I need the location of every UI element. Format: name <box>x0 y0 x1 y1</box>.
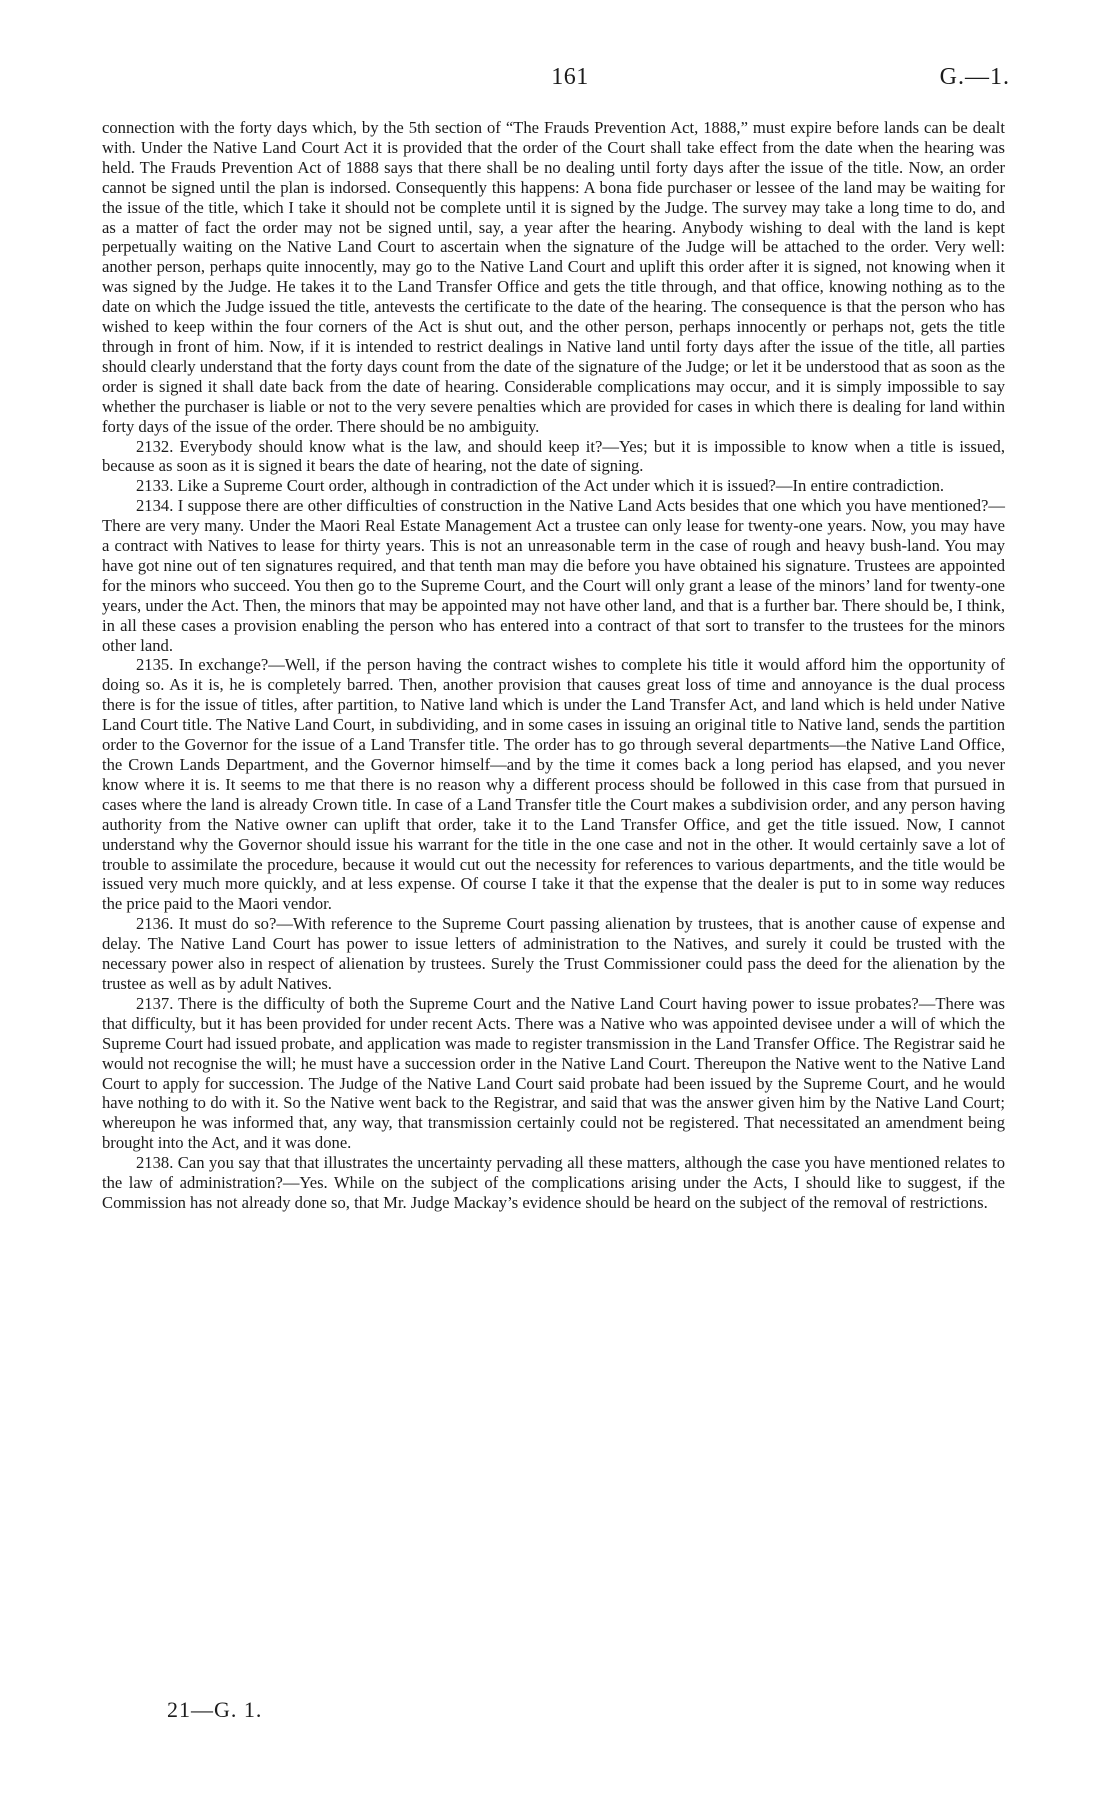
paragraph-2136: 2136. It must do so?—With reference to the Supreme Court passing alienation by trustees, that is another cause of expense and delay. The Native Land Court has power to issue letters of administration to the Natives, and surely it could be trusted with the necessary power also in respect of alienation by trustees. Surely the Trust Commissioner could pass the deed for the alienation by the trustee as well as by adult Natives. <box>102 914 1005 993</box>
body-text <box>102 118 1005 1213</box>
paragraph-2137: 2137. There is the difficulty of both the Supreme Court and the Native Land Court having power to issue probates?—There was that difficulty, but it has been provided for under recent Acts. There was a Native who was appointed devisee under a will of which the Supreme Court had issued probate, and application was made to register transmission in the Land Transfer Office. The Registrar said he would not recognise the will; he must have a succession order in the Native Land Court. Thereupon the Native went to the Native Land Court to apply for succession. The Judge of the Native Land Court said probate had been issued by the Supreme Court, and he would have nothing to do with it. So the Native went back to the Registrar, and said that was the answer given him by the Native Land Court; whereupon he was informed that, any way, that transmission certainly could not be registered. That necessitated an amendment being brought into the Act, and it was done. <box>102 993 1005 1153</box>
page-number: 161 <box>551 64 589 90</box>
paragraph-2134: 2134. I suppose there are other difficulties of construction in the Native Land Acts besides that one which you have mentioned?—There are very many. Under the Maori Real Estate Management Act a trustee can only lease for twenty-one years. Now, you may have a contract with Natives to lease for thirty years. This is not an unreasonable term in the case of rough and heavy bush-land. You may have got nine out of ten signatures required, and that tenth man may die before you have obtained his signature. Trustees are appointed for the minors who succeed. You then go to the Supreme Court, and the Court will only grant a lease of the minors’ land for twenty-one years, under the Act. Then, the minors that may be appointed may not have other land, and that is a further bar. There should be, I think, in all these cases a provision enabling the person who has entered into a contract of that sort to transfer to the trustees for the minors other land. <box>102 496 1005 655</box>
paragraph-continuation: connection with the forty days which, by the 5th section of “The Frauds Prevention Act, 1888,” must expire before lands can be dealt with. Under the Native Land Court Act it is provided that the order of the Court shall take effect from the date when the hearing was held. The Frauds Prevention Act of 1888 says that there shall be no dealing until forty days after the issue of the title. Now, an order cannot be signed until the plan is indorsed. Consequently this happens: A bona fide purchaser or lessee of the land may be waiting for the issue of the title, which I take it should not be complete until it is signed by the Judge. The survey may take a long time to do, and as a matter of fact the order may not be signed until, say, a year after the hearing. Anybody wishing to deal with the land is kept perpetually waiting on the Native Land Court to ascertain when the signature of the Judge will be attached to the order. Very well: another person, perhaps quite innocently, may go to the Native Land Court and uplift this order after it is signed, not knowing when it was signed by the Judge. He takes it to the Land Transfer Office and gets the title through, and that office, knowing nothing as to the date on which the Judge issued the title, antevests the certificate to the date of the hearing. The consequence is that the person who has wished to keep within the four corners of the Act is shut out, and the other person, perhaps innocently or perhaps not, gets the title through in front of him. Now, if it is intended to restrict dealings in Native land until forty days after the issue of the title, all parties should clearly understand that the forty days count from the date of the signature of the Judge; or let it be understood that as soon as the order is signed it shall date back from the date of hearing. Considerable complications may occur, and it is simply impossible to say whether the purchaser is liable or not to the very severe penalties which are provided for cases in which there is dealing for land within forty days of the issue of the order. There should be no ambiguity. <box>102 118 1005 436</box>
document-reference: G.—1. <box>939 64 1010 90</box>
paragraph-2138: 2138. Can you say that that illustrates the uncertainty pervading all these matters, although the case you have mentioned relates to the law of administration?—Yes. While on the subject of the complications arising under the Acts, I should like to suggest, if the Commission has not already done so, that Mr. Judge Mackay’s evidence should be heard on the subject of the removal of restrictions. <box>102 1153 1005 1212</box>
signature-mark: 21—G. 1. <box>167 1697 263 1722</box>
paragraph-2133: 2133. Like a Supreme Court order, although in contradiction of the Act under which it is issued?—In entire contradiction. <box>136 476 945 496</box>
paragraph-2135: 2135. In exchange?—Well, if the person having the contract wishes to complete his title it would afford him the opportunity of doing so. As it is, he is completely barred. Then, another provision that causes great loss of time and annoyance is the dual process there is for the issue of titles, after partition, to Native land which is under the Land Transfer Act, and land which is held under Native Land Court title. The Native Land Court, in subdividing, and in some cases in issuing an original title to Native land, sends the partition order to the Governor for the issue of a Land Transfer title. The order has to go through several departments—the Native Land Office, the Crown Lands Department, and the Governor himself—and by the time it comes back a long period has elapsed, and you never know where it is. It seems to me that there is no reason why a different process should be followed in this case from that pursued in cases where the land is already Crown title. In case of a Land Transfer title the Court makes a subdivision order, and any person having authority from the Native owner can uplift that order, take it to the Land Transfer Office, and get the title issued. Now, I cannot understand why the Governor should issue his warrant for the title in the one case and not in the other. It would certainly save a lot of trouble to assimilate the procedure, because it would cut out the necessity for references to various departments, and the title would be issued very much more quickly, and at less expense. Of course I take it that the expense that the dealer is put to in some way reduces the price paid to the Maori vendor. <box>102 655 1005 914</box>
paragraph-2132: 2132. Everybody should know what is the law, and should keep it?—Yes; but it is impossible to know when a title is issued, because as soon as it is signed it bears the date of hearing, not the date of signing. <box>102 436 1005 476</box>
